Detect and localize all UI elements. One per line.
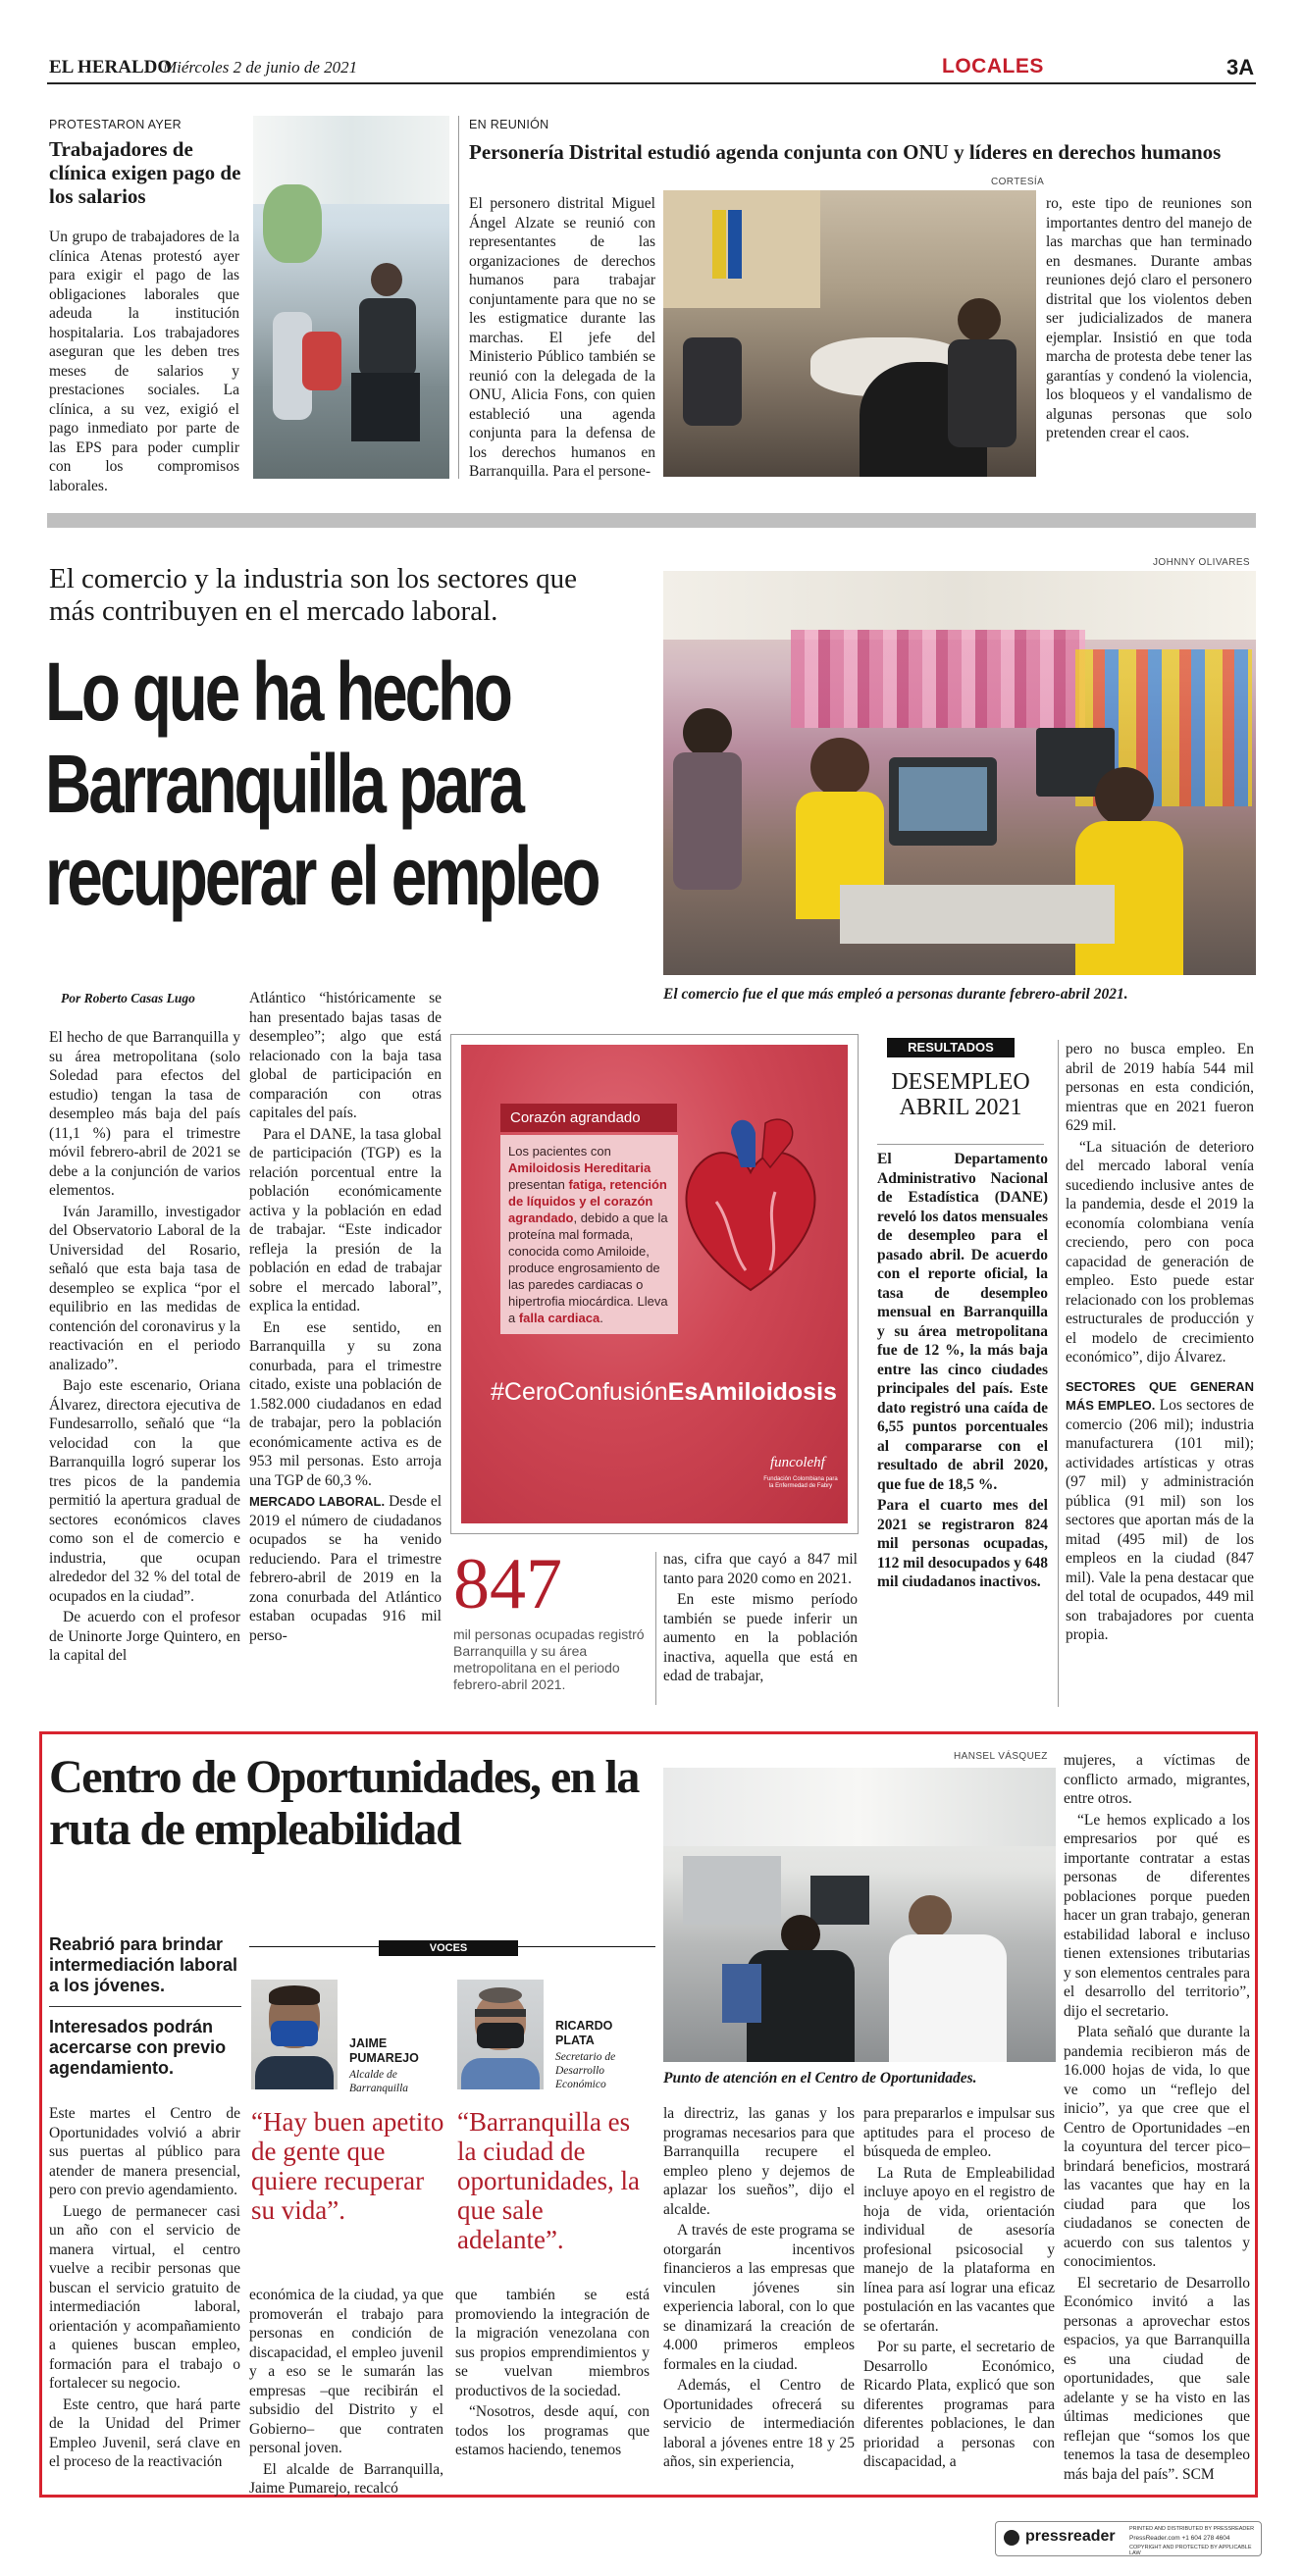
ad-panel bbox=[461, 1045, 848, 1523]
column-divider bbox=[458, 116, 459, 479]
bottom-lead-1: Reabrió para brindar intermediación laboral a los jóvenes. bbox=[49, 1934, 238, 1995]
story2-col2-text: ro, este tipo de reuniones son importantes dentro del manejo de las marchas que han terminado en desmanes. Durante ambas reuniones dejó claro el personero distrital que los violentos deben ser judicializados de manera ejemplar. Insistió en que toda marcha de protesta debe tener las garantías y condenó la violencia, los bloqueos y el vandalismo de algunas personas que solo pretenden crear el caos. bbox=[1046, 195, 1252, 441]
voces-label: VOCES bbox=[379, 1940, 518, 1956]
bottom-title: Centro de Oportunidades, en la ruta de empleabilidad bbox=[49, 1751, 639, 1855]
column-divider bbox=[655, 1552, 656, 1705]
bottom-col3-p2: “Nosotros, desde aquí, con todos los programas que estamos haciendo, tenemos bbox=[455, 2403, 650, 2458]
main-col2-p2: Para el DANE, la tasa global de participación (TGP) es la relación porcentual entre la población económicamente activa y la población en edad de trabajar. “Este indicador refleja la presión de la población en edad de trabajar sobre el mercado laboral”, explica la entidad. bbox=[249, 1125, 442, 1314]
mercado-laboral-lead: MERCADO LABORAL. bbox=[249, 1494, 386, 1509]
bottom-col1-p2: Luego de permanecer casi un año con el servicio de manera virtual, el centro vuelve a recibir personas que buscan el servicio gratuito de intermediación laboral, orientación y acompañamiento a quienes buscan empleo, formación para el trabajo o fortalecer su negocio. bbox=[49, 2202, 240, 2392]
results-body bbox=[877, 1150, 1048, 1594]
main-col1-p2: Iván Jaramillo, investigador del Observatorio Laboral de la Universidad del Rosario, señaló que esta baja tasa de desempleo se explica “por el equilibrio en las medidas de contención del coronavirus y la reactivación en el periodo analizado”. bbox=[49, 1203, 240, 1373]
heart-illustration bbox=[672, 1113, 829, 1300]
story2-title: Personería Distrital estudió agenda conjunta con ONU y líderes en derechos humanos bbox=[469, 140, 1222, 164]
bottom-col3 bbox=[455, 2286, 650, 2462]
results-label: RESULTADOS bbox=[887, 1038, 1015, 1057]
story2-col1-text: El personero distrital Miguel Ángel Alzate se reunió con representantes de las organizaciones de derechos humanos para trabajar conjuntamente para que no se les estigmatice durante las marchas. El jefe del Ministerio Público también se reunió con la delegada de la ONU, Alicia Fons, con quien estableció una agenda conjunta para la defensa de los derechos humanos en Barranquilla. Para el persone- bbox=[469, 195, 655, 480]
pressreader-logo: pressreader bbox=[1025, 2528, 1116, 2545]
main-col2-p3: En ese sentido, en Barranquilla y su zona conurbada, para el trimestre citado, existe una población de 1.582.000 ciudadanos en edad de trabajar, pero la población económicamente activa es de 953 mil personas. Esto arroja una TGP de 60,3 %. bbox=[249, 1318, 442, 1489]
bottom-col5-p3: Por su parte, el secretario de Desarrollo Económico, Ricardo Plata, explicó que son diferentes programas para diferentes poblaciones, le dan prioridad a personas con discapacidad, a bbox=[863, 2339, 1055, 2470]
byline: Por Roberto Casas Lugo bbox=[61, 991, 195, 1005]
clinic-protest-photo bbox=[253, 116, 449, 479]
bottom-col6-p3: Plata señaló que durante la pandemia recibieron más de 16.000 hojas de vida, lo que ve como un “reflejo del inicio”, ya que cree que el Centro de Oportunidades –en la coyuntura del tercer pico– brindará beneficios, mostrará las vacantes que hay en la ciudad para que los ciudadanos se conecten de acuerdo con sus talentos y conocimientos. bbox=[1064, 2024, 1250, 2270]
plata-portrait bbox=[457, 1980, 544, 2089]
main-col3 bbox=[663, 1550, 858, 1688]
ad-logo-sub: Fundación Colombiana para la Enfermedad de Fabry bbox=[763, 1476, 838, 1489]
story1-title: Trabajadores de clínica exigen pago de los salarios bbox=[49, 137, 241, 208]
main-col1 bbox=[49, 1028, 240, 1668]
bottom-col4 bbox=[663, 2104, 855, 2474]
results-box bbox=[867, 1034, 1052, 1701]
section-band bbox=[47, 513, 1256, 528]
story2-col2 bbox=[1046, 194, 1252, 445]
main-col5-p1: pero no busca empleo. En abril de 2019 había 544 mil personas en esta condición, mientras que en 2021 fueron 629 mil. bbox=[1066, 1041, 1254, 1134]
bottom-col5 bbox=[863, 2104, 1055, 2474]
store-photo bbox=[663, 571, 1256, 975]
ad-text-0: Los pacientes con bbox=[508, 1144, 611, 1159]
results-rule bbox=[877, 1144, 1044, 1145]
ad-text-6: . bbox=[599, 1311, 603, 1325]
main-col3-p1: nas, cifra que cayó a 847 mil tanto para 2020 como en 2021. bbox=[663, 1551, 858, 1587]
bottom-photo-credit: HANSEL VÁSQUEZ bbox=[954, 1751, 1048, 1762]
pressreader-line1: PRINTED AND DISTRIBUTED BY PRESSREADER bbox=[1129, 2526, 1255, 2532]
ad-text-4: , debido a que la proteína mal formada, conocida como Amiloide, produce engrosamiento de las paredes cardiacas o hipertrofia miocárdica. Lleva a bbox=[508, 1211, 668, 1325]
centro-photo-caption: Punto de atención en el Centro de Oportunidades. bbox=[663, 2070, 977, 2087]
bottom-col1-p3: Este centro, que hará parte de la Unidad del Primer Empleo Juvenil, será clave en el proceso de la reactivación bbox=[49, 2396, 240, 2470]
ad-text-5: falla cardiaca bbox=[518, 1311, 600, 1325]
ad-text-2: presentan bbox=[508, 1177, 569, 1192]
bottom-col1-p1: Este martes el Centro de Oportunidades volvió a abrir sus puertas al público para atender de manera presencial, pero con previo agendamiento. bbox=[49, 2105, 240, 2198]
pressreader-line3: COPYRIGHT AND PROTECTED BY APPLICABLE LAW bbox=[1129, 2545, 1252, 2556]
main-title-line-1: Lo que ha hecho bbox=[45, 645, 510, 738]
ad-hashtag bbox=[491, 1378, 837, 1407]
bottom-col6 bbox=[1064, 1751, 1250, 2486]
story2-kicker: EN REUNIÓN bbox=[469, 118, 549, 131]
centro-photo bbox=[663, 1768, 1056, 2062]
pressreader-line2: PressReader.com +1 604 278 4604 bbox=[1129, 2535, 1230, 2542]
bottom-lead-2: Interesados podrán acercarse con previo agendamiento. bbox=[49, 2017, 227, 2078]
main-col5 bbox=[1066, 1040, 1254, 1647]
bottom-col5-p2: La Ruta de Empleabilidad incluye apoyo en el registro de hoja de vida, orientación individual de asesoría profesional psicosocial y manejo de la plataforma en línea para así lograr una eficaz postulación en las vacantes que se ofertarán. bbox=[863, 2164, 1055, 2335]
main-col1-p1: El hecho de que Barranquilla y su área metropolitana (solo Soledad para efectos del estudio) tengan la tasa de desempleo más baja del país (11,1 %) para el trimestre móvil febrero-abril de 2021 se debe a la conjunción de varios elementos. bbox=[49, 1029, 240, 1199]
bottom-col4-p1: la directriz, las ganas y los programas necesarios para que Barranquilla recupere el empleo pleno y dejemos de aplazar los sueños”, dijo el alcalde. bbox=[663, 2105, 855, 2218]
ad-frame bbox=[450, 1034, 859, 1534]
bottom-col6-p2: “Le hemos explicado a los empresarios por qué es importante contratar a estas personas de diferentes poblaciones porque pueden hacer un gran trabajo, generan estabilidad laboral e incluso tienen extensiones tributarias y son elementos centrales para el desarrollo del territorio”, dijo el secretario. bbox=[1064, 1811, 1250, 2020]
main-photo-credit: JOHNNY OLIVARES bbox=[1153, 557, 1250, 568]
main-col1-p3: Bajo este escenario, Oriana Álvarez, directora ejecutiva de Fundesarrollo, señaló que “la velocidad con la que Barranquilla logró superar los tres picos de la pandemia permitió la apertura gradual de sectores económicos claves como son el de comercio e industria, que ocupan alrededor del 32 % del total de ocupados en la ciudad”. bbox=[49, 1377, 240, 1605]
results-paragraph: El Departamento Administrativo Nacional de Estadística (DANE) reveló los datos mensuales de desempleo para el pasado abril. De acuerdo con el reporte oficial, la tasa de desempleo mensual en Barranquilla y su área metropolitana fue de 12 %, la más baja entre las cinco ciudades principales del país. Este dato registró una caída de 6,55 puntos porcentuales al compararse con el resultado de abril 2020, que fue de 18,5 %. bbox=[877, 1151, 1048, 1493]
main-col2-p1: Atlántico “históricamente se han presentado bajas tasas de desempleo”; algo que está relacionado con la baja tasa global de participación en comparación con otras capitales del país. bbox=[249, 990, 442, 1121]
pressreader-badge bbox=[995, 2521, 1262, 2556]
pressreader-icon bbox=[1004, 2530, 1019, 2546]
main-col2-p4: Desde el 2019 el número de ciudadanos ocupados se ha venido reduciendo. Para el trimestre febrero-abril de 2019 en la zona conurbada del Atlántico estaban ocupadas 916 mil perso- bbox=[249, 1493, 443, 1644]
lead-divider bbox=[49, 2006, 241, 2007]
main-photo-caption: El comercio fue el que más empleó a personas durante febrero-abril 2021. bbox=[663, 986, 1128, 1003]
page-number: 3A bbox=[1226, 55, 1255, 79]
voice1-quote: “Hay buen apetito de gente que quiere recuperar su vida”. bbox=[251, 2107, 444, 2225]
voice2-quote: “Barranquilla es la ciudad de oportunidades, la que sale adelante”. bbox=[457, 2107, 640, 2254]
voice1-name: JAIME PUMAREJO bbox=[349, 2036, 419, 2065]
bottom-col6-p4: El secretario de Desarrollo Económico invitó a las personas a aprovechar estos espacios, ya que Barranquilla es una ciudad de oportunidades, que sale adelante y se ha visto en las últimas mediciones que reflejan que “somos los que tenemos la tasa de desempleo más baja del país”. SCM bbox=[1064, 2274, 1250, 2483]
ad-header: Corazón agrandado bbox=[500, 1104, 677, 1132]
ad-hashtag-a: #CeroConfusión bbox=[491, 1378, 668, 1406]
pumarejo-portrait bbox=[251, 1980, 338, 2089]
bottom-col5-p1: para prepararlos e impulsar sus aptitudes para el proceso de búsqueda de empleo. bbox=[863, 2105, 1055, 2160]
bottom-col3-p1: que también se está promoviendo la integración de la migración venezolana con sus propios emprendimientos y se vuelvan miembros productivos de la sociedad. bbox=[455, 2287, 650, 2399]
bottom-col2 bbox=[249, 2286, 443, 2500]
story1-kicker: PROTESTARON AYER bbox=[49, 118, 182, 131]
ad-hashtag-b: EsAmiloidosis bbox=[667, 1378, 837, 1406]
column-divider bbox=[1058, 1040, 1059, 1707]
voice1-role: Alcalde de Barranquilla bbox=[349, 2069, 409, 2094]
meeting-photo bbox=[663, 190, 1036, 477]
story2-col1 bbox=[469, 194, 655, 484]
voice2-role: Secretario de Desarrollo Económico bbox=[555, 2051, 616, 2090]
main-col2 bbox=[249, 989, 442, 1647]
big-number-text: mil personas ocupadas registró Barranquilla y su área metropolitana en el periodo febrero-abril 2021. bbox=[453, 1626, 645, 1692]
ad-textbox bbox=[500, 1135, 678, 1334]
bottom-col1 bbox=[49, 2104, 240, 2474]
main-subtitle: El comercio y la industria son los sectores que más contribuyen en el mercado laboral. bbox=[49, 563, 577, 627]
ad-logo: funcolehf bbox=[770, 1455, 825, 1470]
bottom-col2-p1: económica de la ciudad, ya que promoverán el trabajo para personas en condición de discapacidad, el empleo juvenil y a eso se le sumarán las empresas –que recibirán el subsidio del Distrito y el Gobierno– que contraten personal joven. bbox=[249, 2287, 443, 2456]
bottom-col4-p3: Además, el Centro de Oportunidades ofrecerá su servicio de intermediación laboral a jóvenes entre 18 y 25 años, sin experiencia, bbox=[663, 2377, 855, 2470]
main-title-line-3: recuperar el empleo bbox=[45, 830, 599, 922]
section-label: LOCALES bbox=[942, 55, 1044, 77]
header-rule bbox=[47, 82, 1256, 84]
main-col5-p3: Los sectores de comercio (206 mil); industria manufacturera (101 mil); actividades artísticas y otras (97 mil) y administración pública (91 mil) son los sectores que aportan más de la mitad (495 mil) de los empleos en la ciudad (847 mil). Vale la pena destacar que del total de ocupados, 449 mil son trabajadores por cuenta propia. bbox=[1066, 1397, 1254, 1643]
main-title-line-2: Barranquilla para bbox=[45, 738, 522, 830]
ad-text-3: fatiga, retención de líquidos y el corazón agrandado bbox=[508, 1177, 667, 1225]
bottom-col6-p1: mujeres, a víctimas de conflicto armado, migrantes, entre otros. bbox=[1064, 1752, 1250, 1807]
bottom-col2-p2: El alcalde de Barranquilla, Jaime Pumarejo, recalcó bbox=[249, 2460, 443, 2497]
main-col1-p4: De acuerdo con el profesor de Uninorte Jorge Quintero, en la capital del bbox=[49, 1609, 240, 1664]
main-col5-p2: “La situación de deterioro del mercado laboral venía sucediendo inclusive antes de la pandemia, desde el 2019 la economía colombiana venía creciendo, pero con poca capacidad de generación de empleo. Esto puede estar relacionado con los problemas estructurales de producción y el modelo de crecimiento económico”, dijo Álvarez. bbox=[1066, 1138, 1254, 1365]
story1-body bbox=[49, 228, 239, 497]
bottom-col4-p2: A través de este programa se otorgarán incentivos financieros a las empresas que vinculen jóvenes sin experiencia laboral, con lo que se dinamizará la creación de 4.000 primeros empleos formales en la ciudad. bbox=[663, 2222, 855, 2373]
masthead-paper: EL HERALDO bbox=[49, 57, 173, 77]
ad-text-1: Amiloidosis Hereditaria bbox=[508, 1160, 652, 1175]
sectores-lead: SECTORES QUE GENERAN MÁS EMPLEO. bbox=[1066, 1378, 1254, 1413]
story2-credit: CORTESÍA bbox=[991, 177, 1045, 187]
big-number: 847 bbox=[453, 1544, 562, 1624]
main-col3-p2: En este mismo período también se puede inferir un aumento en la población inactiva, aquella que está en edad de trabajar, bbox=[663, 1591, 858, 1684]
story1-paragraph: Un grupo de trabajadores de la clínica Atenas protestó ayer para exigir el pago de las obligaciones laborales que adeuda la institución hospitalaria. Los trabajadores aseguran que les deben tres meses de salarios y prestaciones sociales. La clínica, a su vez, exigió el pago inmediato por parte de las EPS para poder cumplir con los compromisos laborales. bbox=[49, 229, 239, 494]
main-title bbox=[45, 645, 599, 922]
results-bold-paragraph: Para el cuarto mes del 2021 se registraron 824 mil personas ocupadas, 112 mil desocupados y 648 mil ciudadanos inactivos. bbox=[877, 1497, 1048, 1590]
voice2-name: RICARDO PLATA bbox=[555, 2019, 613, 2047]
results-title: DESEMPLEO ABRIL 2021 bbox=[891, 1069, 1030, 1120]
masthead-date: Miércoles 2 de junio de 2021 bbox=[163, 58, 358, 77]
